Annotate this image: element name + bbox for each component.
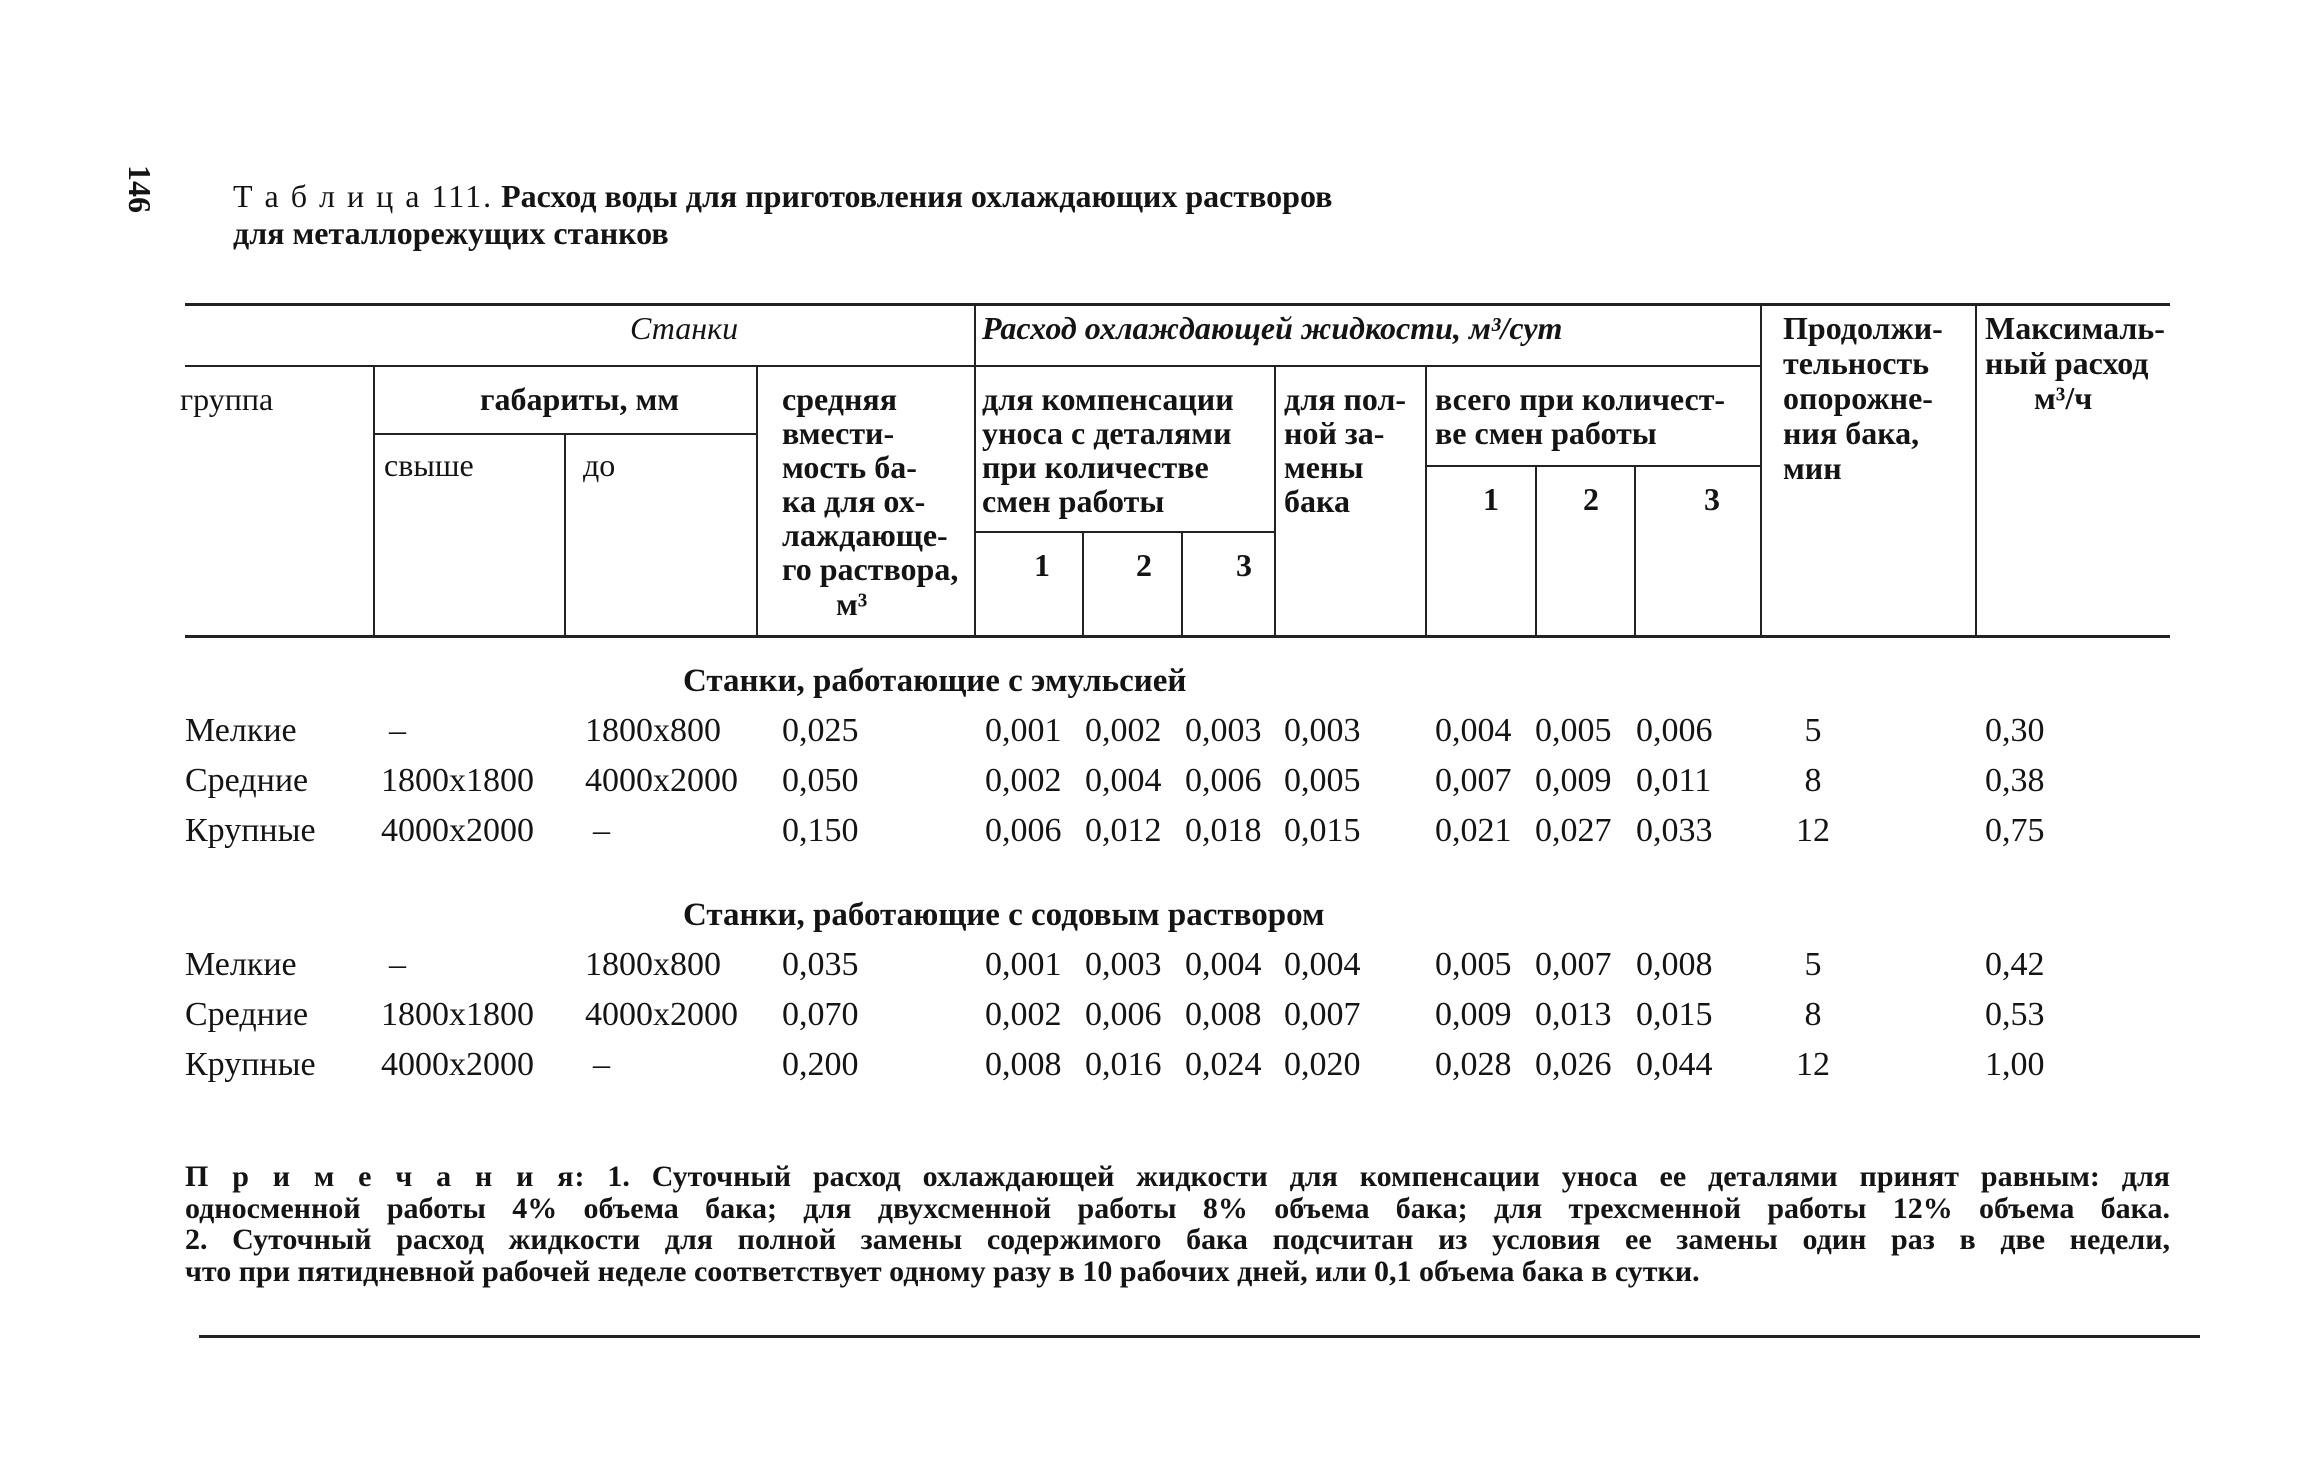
cell-group: Крупные — [185, 1046, 316, 1083]
page-number: 146 — [122, 165, 158, 213]
cell-total-shift-3: 0,033 — [1636, 812, 1713, 849]
header-total-shift-3: 3 — [1704, 481, 1720, 517]
table-label: Т а б л и ц а 111. — [233, 178, 494, 214]
header-coolant-consumption: Расход охлаждающей жидкости, м³/сут — [982, 310, 1563, 346]
header-line: Максималь- — [1985, 310, 2165, 346]
cell-total-shift-2: 0,005 — [1535, 712, 1612, 749]
cell-drain-duration: 5 — [1804, 946, 1822, 983]
cell-compensation-shift-1: 0,001 — [985, 946, 1062, 983]
cell-total-shift-2: 0,013 — [1535, 996, 1612, 1033]
header-line: ный расход — [1985, 345, 2149, 381]
header-line: тельность — [1783, 345, 1930, 381]
column-divider — [974, 303, 976, 635]
cell-total-shift-2: 0,027 — [1535, 812, 1612, 849]
header-line: для компенсации — [982, 381, 1234, 417]
header-line: всего при количест- — [1435, 381, 1726, 417]
table-section-emulsion — [0, 661, 2303, 861]
notes-label: П р и м е ч а н и я: — [185, 1160, 586, 1193]
cell-compensation-shift-2: 0,002 — [1085, 712, 1162, 749]
cell-total-shift-3: 0,011 — [1636, 762, 1712, 799]
cell-tank-capacity: 0,150 — [782, 812, 859, 849]
table-title-line-1: Расход воды для приготовления охлаждающих растворов — [501, 178, 1333, 214]
cell-compensation-shift-1: 0,002 — [985, 762, 1062, 799]
header-line: лаждающе- — [782, 517, 948, 553]
cell-size-over: 1800x1800 — [381, 996, 534, 1033]
notes — [185, 1161, 2170, 1287]
cell-drain-duration: 8 — [1804, 762, 1822, 799]
header-line: ве смен работы — [1435, 415, 1657, 451]
cell-full-replacement: 0,005 — [1284, 762, 1361, 799]
header-total-shift-2: 2 — [1583, 481, 1599, 517]
table-row — [0, 711, 2303, 751]
cell-full-replacement: 0,007 — [1284, 996, 1361, 1033]
header-compensation-shift-2: 2 — [1136, 547, 1152, 583]
cell-tank-capacity: 0,035 — [782, 946, 859, 983]
column-divider — [1082, 531, 1084, 635]
header-total — [1435, 382, 1725, 450]
cell-total-shift-1: 0,021 — [1435, 812, 1512, 849]
cell-max-flow: 0,53 — [1985, 996, 2045, 1033]
cell-full-replacement: 0,003 — [1284, 712, 1361, 749]
header-line: при количестве — [982, 449, 1209, 485]
header-line: Продолжи- — [1783, 310, 1943, 346]
cell-compensation-shift-2: 0,006 — [1085, 996, 1162, 1033]
cell-total-shift-1: 0,009 — [1435, 996, 1512, 1033]
header-bottom-rule — [185, 635, 2170, 638]
cell-total-shift-3: 0,008 — [1636, 946, 1713, 983]
cell-size-over: 1800x1800 — [381, 762, 534, 799]
cell-drain-duration: 8 — [1804, 996, 1822, 1033]
table-title — [233, 178, 1332, 214]
header-compensation-shift-3: 3 — [1236, 547, 1252, 583]
table-title-line-2: для металлорежущих станков — [233, 215, 669, 251]
cell-total-shift-1: 0,004 — [1435, 712, 1512, 749]
cell-compensation-shift-2: 0,012 — [1085, 812, 1162, 849]
header-up-to: до — [583, 447, 616, 483]
cell-size-up-to: – — [593, 1046, 610, 1083]
cell-compensation-shift-3: 0,008 — [1185, 996, 1262, 1033]
header-line: для пол- — [1284, 381, 1407, 417]
cell-total-shift-1: 0,028 — [1435, 1046, 1512, 1083]
header-group-rule — [185, 365, 1760, 367]
table-top-rule — [185, 303, 2170, 306]
header-dimensions: габариты, мм — [480, 381, 680, 417]
header-tank-capacity-unit: м³ — [836, 586, 868, 622]
cell-compensation-shift-1: 0,006 — [985, 812, 1062, 849]
cell-drain-duration: 12 — [1796, 1046, 1830, 1083]
compensation-shifts-rule — [974, 531, 1274, 533]
header-machines: Станки — [630, 310, 739, 346]
cell-full-replacement: 0,015 — [1284, 812, 1361, 849]
header-line: ния бака, — [1783, 415, 1920, 451]
note-line: односменной работы 4% объема бака; для двухсменной работы 8% объема бака; для трехсменной работы 12% объема бака. — [185, 1191, 2170, 1225]
section-title: Станки, работающие с содовым раствором — [683, 897, 1325, 933]
total-shifts-rule — [1425, 465, 1760, 467]
cell-size-up-to: 1800x800 — [585, 946, 721, 983]
column-divider — [1975, 303, 1977, 635]
header-line: уноса с деталями — [982, 415, 1232, 451]
cell-max-flow: 0,38 — [1985, 762, 2045, 799]
cell-compensation-shift-1: 0,008 — [985, 1046, 1062, 1083]
cell-size-over: – — [389, 712, 406, 749]
cell-compensation-shift-2: 0,004 — [1085, 762, 1162, 799]
header-line: го раствора, — [782, 551, 959, 587]
cell-compensation-shift-3: 0,006 — [1185, 762, 1262, 799]
cell-compensation-shift-2: 0,016 — [1085, 1046, 1162, 1083]
cell-total-shift-1: 0,005 — [1435, 946, 1512, 983]
cell-tank-capacity: 0,200 — [782, 1046, 859, 1083]
table-row — [0, 811, 2303, 851]
cell-total-shift-2: 0,007 — [1535, 946, 1612, 983]
table-row — [0, 945, 2303, 985]
header-full-replacement — [1284, 382, 1406, 518]
cell-compensation-shift-3: 0,018 — [1185, 812, 1262, 849]
header-tank-capacity — [782, 382, 958, 586]
column-divider — [564, 433, 566, 635]
cell-tank-capacity: 0,070 — [782, 996, 859, 1033]
cell-group: Мелкие — [185, 946, 297, 983]
note-line: 2. Суточный расход жидкости для полной замены содержимого бака подсчитан из условия ее замены один раз в две недели, — [185, 1223, 2170, 1256]
header-line: мены — [1284, 449, 1364, 485]
column-divider — [373, 365, 375, 635]
cell-size-over: 4000x2000 — [381, 1046, 534, 1083]
cell-drain-duration: 12 — [1796, 812, 1830, 849]
column-divider — [1634, 465, 1636, 635]
cell-compensation-shift-3: 0,024 — [1185, 1046, 1262, 1083]
header-line: смен работы — [982, 483, 1165, 519]
table-row — [0, 995, 2303, 1035]
note-line — [185, 1161, 2170, 1193]
section-title: Станки, работающие с эмульсией — [683, 663, 1187, 699]
header-compensation — [982, 382, 1234, 518]
cell-group: Мелкие — [185, 712, 297, 749]
cell-size-up-to: – — [593, 812, 610, 849]
cell-total-shift-1: 0,007 — [1435, 762, 1512, 799]
cell-total-shift-3: 0,015 — [1636, 996, 1713, 1033]
cell-max-flow: 0,42 — [1985, 946, 2045, 983]
table-section-soda — [0, 895, 2303, 1095]
header-line: опорожне- — [1783, 380, 1933, 416]
cell-drain-duration: 5 — [1804, 712, 1822, 749]
header-line: мость ба- — [782, 449, 917, 485]
header-group: группа — [180, 381, 274, 417]
cell-max-flow: 0,30 — [1985, 712, 2045, 749]
column-divider — [1181, 531, 1183, 635]
cell-tank-capacity: 0,025 — [782, 712, 859, 749]
header-line: мин — [1783, 450, 1842, 486]
header-line: бака — [1284, 483, 1350, 519]
header-max-flow — [1985, 311, 2165, 381]
column-divider — [1425, 365, 1427, 635]
table-row — [0, 761, 2303, 801]
cell-size-up-to: 4000x2000 — [585, 762, 738, 799]
cell-compensation-shift-3: 0,003 — [1185, 712, 1262, 749]
cell-group: Средние — [185, 996, 309, 1033]
bottom-rule — [199, 1335, 2200, 1338]
cell-max-flow: 0,75 — [1985, 812, 2045, 849]
column-divider — [1535, 465, 1537, 635]
cell-tank-capacity: 0,050 — [782, 762, 859, 799]
cell-size-over: – — [389, 946, 406, 983]
column-divider — [1760, 303, 1762, 635]
cell-group: Средние — [185, 762, 309, 799]
cell-size-up-to: 1800x800 — [585, 712, 721, 749]
cell-total-shift-2: 0,026 — [1535, 1046, 1612, 1083]
cell-full-replacement: 0,004 — [1284, 946, 1361, 983]
header-drain-duration — [1783, 311, 1943, 486]
cell-group: Крупные — [185, 812, 316, 849]
header-line: ной за- — [1284, 415, 1385, 451]
column-divider — [1274, 365, 1276, 635]
cell-compensation-shift-3: 0,004 — [1185, 946, 1262, 983]
cell-full-replacement: 0,020 — [1284, 1046, 1361, 1083]
cell-compensation-shift-1: 0,001 — [985, 712, 1062, 749]
header-line: средняя — [782, 381, 898, 417]
cell-size-up-to: 4000x2000 — [585, 996, 738, 1033]
header-compensation-shift-1: 1 — [1034, 547, 1050, 583]
cell-total-shift-3: 0,006 — [1636, 712, 1713, 749]
header-max-flow-unit: м³/ч — [2034, 380, 2093, 416]
note-line: что при пятидневной рабочей неделе соответствует одному разу в 10 рабочих дней, или 0,1 объема бака в сутки. — [185, 1254, 1700, 1288]
header-over: свыше — [384, 447, 474, 483]
note-text: 1. Суточный расход охлаждающей жидкости для компенсации уноса ее деталями принят равным: для — [607, 1160, 2171, 1193]
header-line: вмести- — [782, 415, 895, 451]
table-row — [0, 1045, 2303, 1085]
cell-size-over: 4000x2000 — [381, 812, 534, 849]
column-divider — [756, 365, 758, 635]
cell-total-shift-2: 0,009 — [1535, 762, 1612, 799]
cell-compensation-shift-2: 0,003 — [1085, 946, 1162, 983]
header-line: ка для ох- — [782, 483, 926, 519]
header-total-shift-1: 1 — [1483, 481, 1499, 517]
cell-max-flow: 1,00 — [1985, 1046, 2045, 1083]
cell-total-shift-3: 0,044 — [1636, 1046, 1713, 1083]
cell-compensation-shift-1: 0,002 — [985, 996, 1062, 1033]
